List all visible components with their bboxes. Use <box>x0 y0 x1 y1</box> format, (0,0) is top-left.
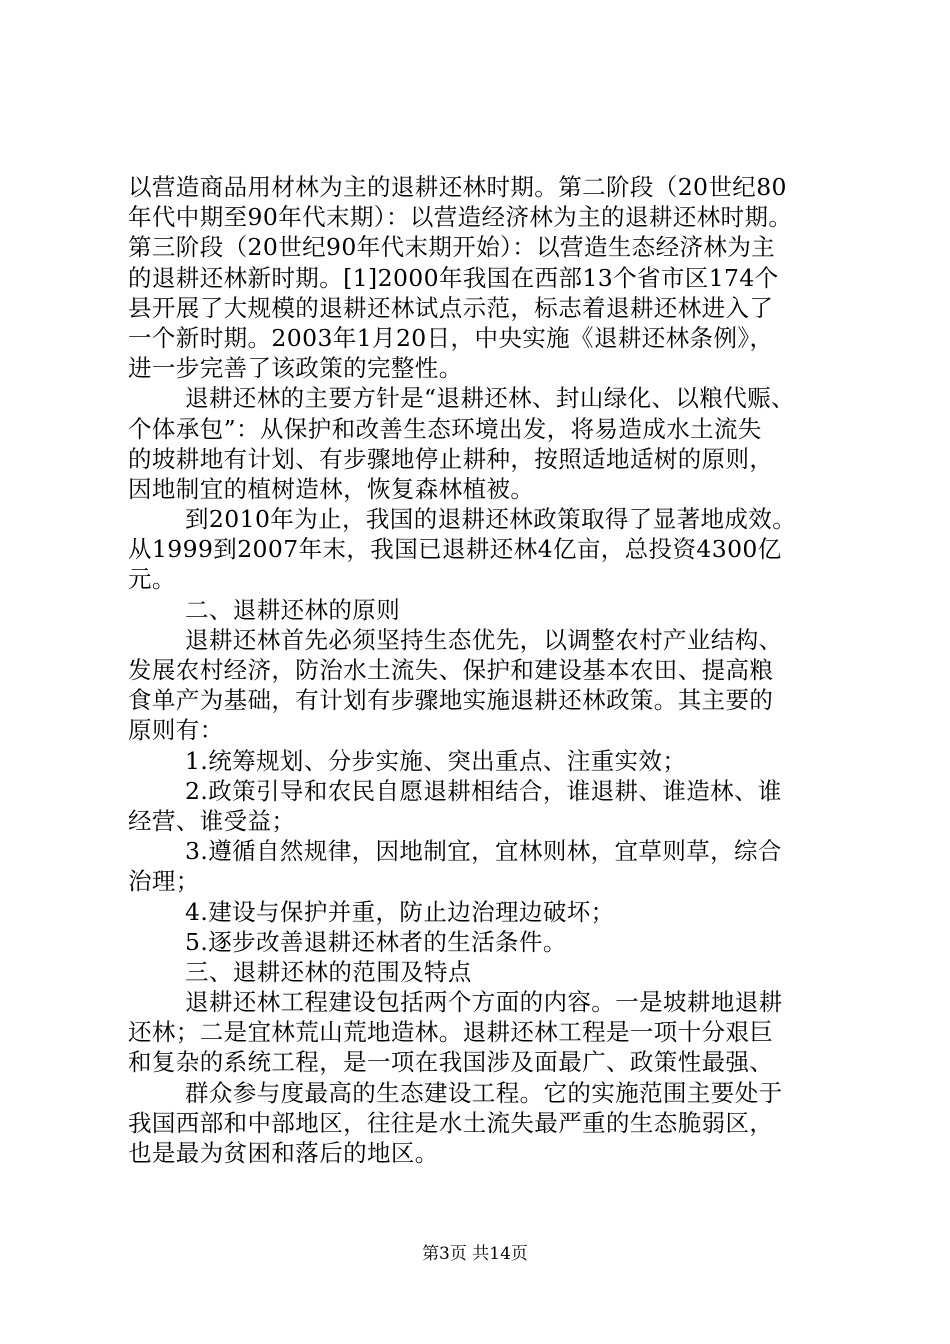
text-line: 我国西部和中部地区，往往是水土流失最严重的生态脆弱区， <box>128 1108 774 1137</box>
text-line: 2.政策引导和农民自愿退耕相结合，谁退耕、谁造林、谁 <box>185 776 782 805</box>
text-line: 也是最为贫困和落后的地区。 <box>128 1139 439 1167</box>
text-line: 以营造商品用材林为主的退耕还林时期。第二阶段（20世纪80 <box>128 173 787 201</box>
text-line: 原则有： <box>128 716 224 745</box>
text-line: 县开展了大规模的退耕还林试点示范，标志着退耕还林进入了 <box>128 293 774 322</box>
text-line: 和复杂的系统工程，是一项在我国涉及面最广、政策性最强、 <box>128 1048 774 1077</box>
text-line: 第三阶段（20世纪90年代末期开始）：以营造生态经济林为主 <box>128 233 776 262</box>
text-line: 退耕还林工程建设包括两个方面的内容。一是坡耕地退耕 <box>185 988 783 1017</box>
text-line: 因地制宜的植树造林，恢复森林植被。 <box>128 474 535 503</box>
text-line: 二、退耕还林的原则 <box>185 595 401 624</box>
text-line: 元。 <box>128 565 176 594</box>
text-line: 到2010年为止，我国的退耕还林政策取得了显著地成效。 <box>185 505 797 534</box>
text-line: 三、退耕还林的范围及特点 <box>185 957 472 986</box>
text-line: 食单产为基础，有计划有步骤地实施退耕还林政策。其主要的 <box>128 686 774 715</box>
text-line: 5.逐步改善退耕还林者的生活条件。 <box>185 927 567 956</box>
text-line: 退耕还林的主要方针是“退耕还林、封山绿化、以粮代赈、 <box>185 384 795 413</box>
text-line: 退耕还林首先必须坚持生态优先，以调整农村产业结构、 <box>185 625 783 654</box>
text-line: 年代中期至90年代末期）：以营造经济林为主的退耕还林时期。 <box>128 203 793 232</box>
text-line: 还林；二是宜林荒山荒地造林。退耕还林工程是一项十分艰巨 <box>128 1018 774 1047</box>
text-line: 个体承包”：从保护和改善生态环境出发，将易造成水土流失 <box>128 414 762 443</box>
text-line: 群众参与度最高的生态建设工程。它的实施范围主要处于 <box>185 1078 783 1107</box>
text-line: 1.统筹规划、分步实施、突出重点、注重实效； <box>185 746 687 775</box>
text-line: 3.遵循自然规律，因地制宜，宜林则林，宜草则草，综合 <box>185 837 782 866</box>
page-footer: 第3页 共14页 <box>422 1244 528 1264</box>
text-line: 经营、谁受益； <box>128 806 296 835</box>
text-line: 治理； <box>128 867 200 896</box>
text-line: 发展农村经济，防治水土流失、保护和建设基本农田、提高粮 <box>128 656 774 684</box>
text-line: 一个新时期。2003年1月20日，中央实施《退耕还林条例》， <box>128 323 774 352</box>
text-line: 4.建设与保护并重，防止边治理边破坏； <box>185 897 615 926</box>
document-body <box>128 172 838 1168</box>
text-line: 的坡耕地有计划、有步骤地停止耕种，按照适地适树的原则， <box>128 444 774 473</box>
text-line: 进一步完善了该政策的完整性。 <box>128 354 463 383</box>
text-line: 的退耕还林新时期。[1]2000年我国在西部13个省市区174个 <box>128 263 779 292</box>
text-line: 从1999到2007年末，我国已退耕还林4亿亩，总投资4300亿 <box>128 535 782 564</box>
